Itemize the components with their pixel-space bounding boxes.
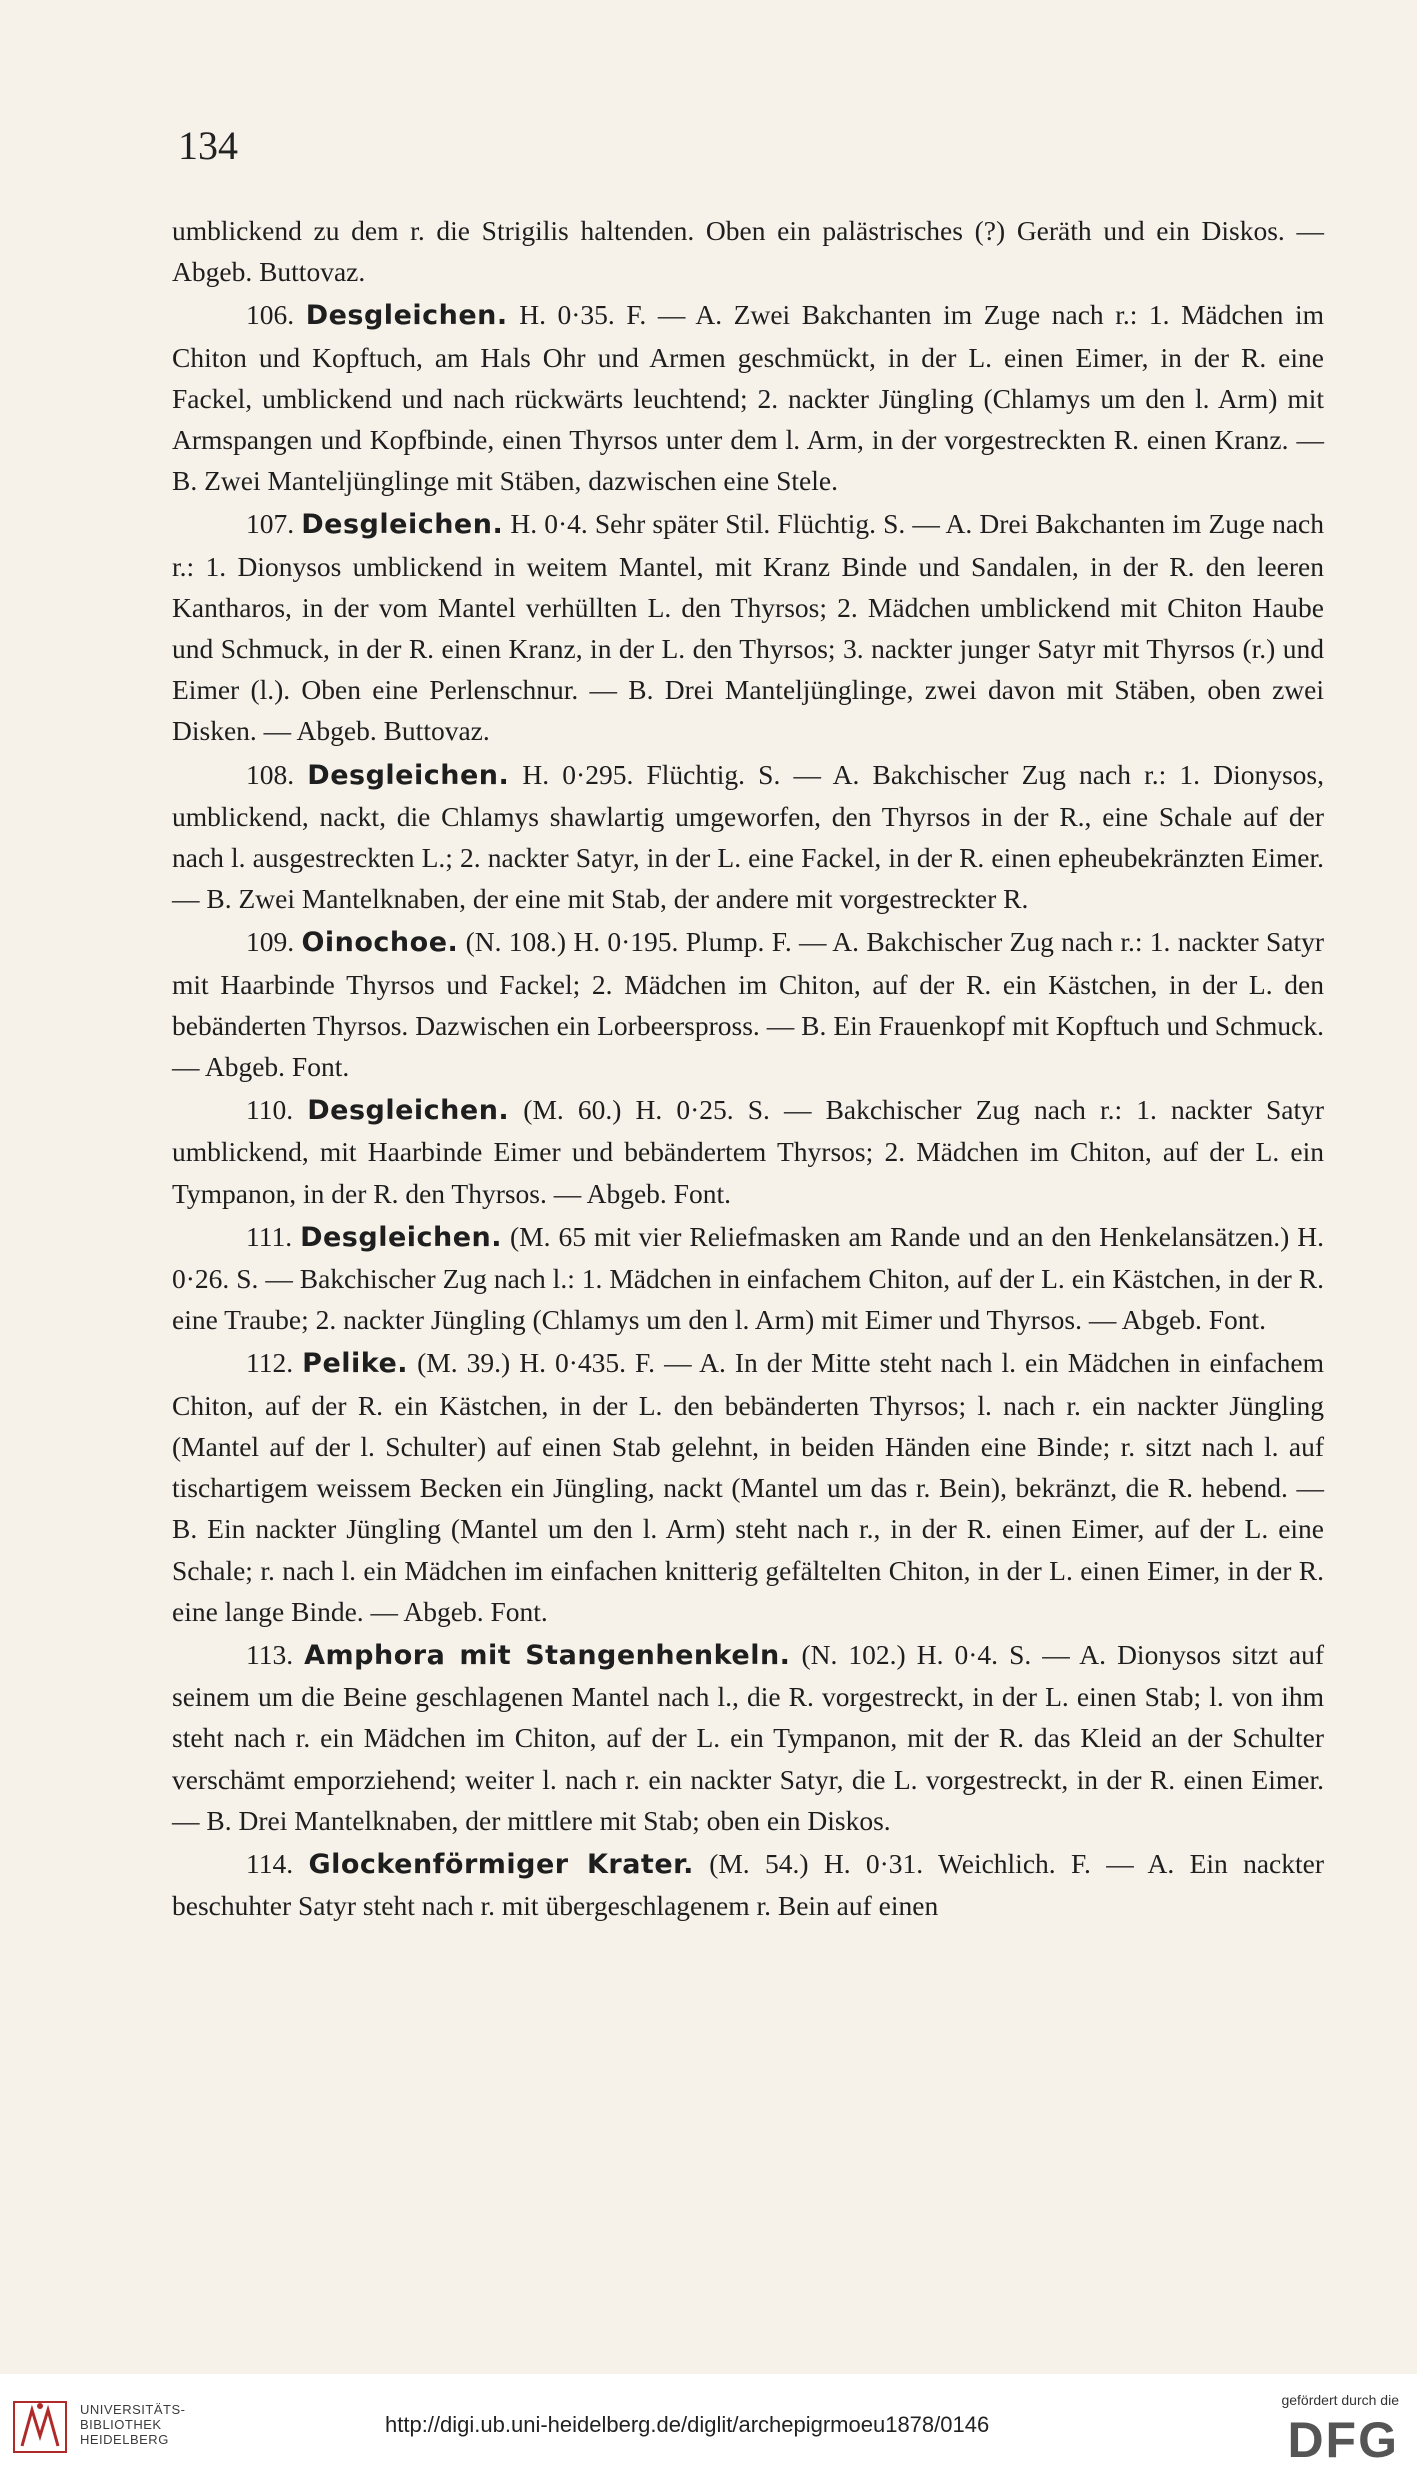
- entry-number: 112.: [246, 1347, 294, 1379]
- entry-heading: Glockenförmiger Krater.: [308, 1848, 694, 1880]
- entry-heading: Desgleichen.: [300, 1221, 503, 1253]
- entry-heading: Amphora mit Stangenhenkeln.: [304, 1639, 791, 1671]
- entry-text: (N. 102.) H. 0·4. S. — A. Dionysos sitzt auf seinem um die Beine geschlagenen Mantel nach l., die R. vorgestreckt, in der L. einen Stab; l. von ihm steht nach r. ein Mädchen im Chiton, auf der L. ein Tympanon, mit der R. das Kleid an der Schulter verschämt emporziehend; weiter l. nach r. ein nackter Satyr, die L. vorgestreckt, in der R. einen Eimer. — B. Drei Mantelknaben, der mittlere mit Stab; oben ein Diskos.: [172, 1638, 1324, 1836]
- entry-text: (N. 108.) H. 0·195. Plump. F. — A. Bakchischer Zug nach r.: 1. nackter Satyr mit Haarbinde Thyrsos und Fackel; 2. Mädchen im Chiton, auf der R. ein Kästchen, in der L. den bebänderten Thyrsos. Dazwischen ein Lorbeerspross. — B. Ein Frauenkopf mit Kopftuch und Schmuck. — Abgeb. Font.: [172, 926, 1325, 1083]
- entry-text: (M. 65 mit vier Reliefmasken am Rande und an den Henkelansätzen.) H. 0·26. S. — Bakchischer Zug nach l.: 1. Mädchen in einfachem Chiton, auf der L. ein Kästchen, in der R. eine Traube; 2. nackter Jüngling (Chlamys um den l. Arm) mit Eimer und Thyrsos. — Abgeb. Font.: [172, 1220, 1324, 1336]
- entry-heading: Desgleichen.: [301, 509, 504, 541]
- catalog-entry-111: [172, 1216, 1324, 1341]
- entry-heading: Desgleichen.: [307, 1095, 510, 1127]
- entry-heading: Oinochoe.: [301, 927, 459, 959]
- library-name: UNIVERSITÄTS- BIBLIOTHEK HEIDELBERG: [80, 2402, 186, 2447]
- entry-number: 109.: [246, 926, 295, 958]
- digitization-footer: [0, 2374, 1417, 2474]
- entry-text: H. 0·4. Sehr später Stil. Flüchtig. S. — A. Drei Bakchanten im Zuge nach r.: 1. Dionysos umblickend in weitem Mantel, mit Kranz Binde und Sandalen, in der R. den leeren Kantharos, in der vom Mantel verhüllten L. den Thyrsos; 2. Mädchen umblickend mit Chiton Haube und Schmuck, in der R. einen Kranz, in der L. den Thyrsos; 3. nackter junger Satyr mit Thyrsos (r.) und Eimer (l.). Oben eine Perlenschnur. — B. Drei Manteljünglinge, zwei davon mit Stäben, oben zwei Disken. — Abgeb. Buttovaz.: [172, 508, 1325, 747]
- entry-heading: Desgleichen.: [305, 300, 508, 332]
- catalog-entry-106: [172, 294, 1324, 501]
- page-body: [172, 210, 1324, 1928]
- entry-heading: Desgleichen.: [307, 759, 510, 791]
- entry-text: (M. 54.) H. 0·31. Weichlich. F. — A. Ein nackter beschuhter Satyr steht nach r. mit übergeschlagenem r. Bein auf einen: [172, 1847, 1325, 1922]
- entry-number: 111.: [246, 1220, 293, 1252]
- catalog-entry-108: [172, 754, 1324, 920]
- catalog-entry-107: [172, 503, 1324, 751]
- entry-number: 114.: [246, 1847, 294, 1879]
- university-seal-icon: [10, 2396, 70, 2456]
- catalog-entry-109: [172, 921, 1324, 1087]
- entry-number: 108.: [246, 758, 295, 790]
- entry-heading: Pelike.: [302, 1348, 409, 1380]
- entry-text: (M. 60.) H. 0·25. S. — Bakchischer Zug nach r.: 1. nackter Satyr umblickend, mit Haarbinde Eimer und bebändertem Thyrsos; 2. Mädchen im Chiton, auf der L. ein Tympanon, in der R. den Thyrsos. — Abgeb. Font.: [172, 1094, 1325, 1209]
- page-number: 134: [178, 123, 238, 168]
- catalog-entry-113: [172, 1634, 1324, 1841]
- paragraph-continuation: umblickend zu dem r. die Strigilis haltenden. Oben ein palästrisches (?) Geräth und ein Diskos. — Abgeb. Buttovaz.: [172, 215, 1324, 288]
- entry-number: 106.: [246, 299, 295, 331]
- catalog-entry-114: [172, 1843, 1324, 1926]
- catalog-entry-110: [172, 1089, 1324, 1214]
- source-url-link[interactable]: http://digi.ub.uni-heidelberg.de/diglit/archepigrmoeu1878/0146: [385, 2412, 990, 2437]
- entry-number: 107.: [246, 508, 295, 540]
- catalog-entry-112: [172, 1342, 1324, 1631]
- entry-text: H. 0·295. Flüchtig. S. — A. Bakchischer Zug nach r.: 1. Dionysos, umblickend, nackt, die Chlamys shawlartig umgeworfen, den Thyrsos in der R., eine Schale auf der nach l. ausgestreckten L.; 2. nackter Satyr, in der L. eine Fackel, in der R. einen epheubekränzten Eimer. — B. Zwei Mantelknaben, der eine mit Stab, der andere mit vorgestreckter R.: [172, 758, 1324, 915]
- dfg-logo: DFG: [1287, 2412, 1399, 2468]
- entry-number: 113.: [246, 1638, 294, 1670]
- funding-note: gefördert durch die: [1281, 2392, 1399, 2408]
- entry-number: 110.: [246, 1094, 294, 1126]
- entry-text: (M. 39.) H. 0·435. F. — A. In der Mitte steht nach l. ein Mädchen in einfachem Chiton, auf der R. ein Kästchen, in der L. den bebänderten Thyrsos; l. nach r. ein nackter Jüngling (Mantel auf der l. Schulter) auf einen Stab gelehnt, in beiden Händen eine Binde; r. sitzt nach l. auf tischartigem weissem Becken ein Jüngling, nackt (Mantel um das r. Bein), bekränzt, die R. hebend. — B. Ein nackter Jüngling (Mantel um den l. Arm) steht nach r., in der R. einen Eimer, auf der L. eine Schale; r. nach l. ein Mädchen im einfachen knitterig gefältelten Chiton, in der L. einen Eimer, in der R. eine lange Binde. — Abgeb. Font.: [172, 1347, 1324, 1627]
- entry-text: H. 0·35. F. — A. Zwei Bakchanten im Zuge nach r.: 1. Mädchen im Chiton und Kopftuch, am Hals Ohr und Armen geschmückt, in der L. einen Eimer, in der R. eine Fackel, umblickend und nach rückwärts leuchtend; 2. nackter Jüngling (Chlamys um den l. Arm) mit Armspangen und Kopfbinde, einen Thyrsos unter dem l. Arm, in der vorgestreckten R. einen Kranz. — B. Zwei Manteljünglinge mit Stäben, dazwischen eine Stele.: [172, 299, 1325, 497]
